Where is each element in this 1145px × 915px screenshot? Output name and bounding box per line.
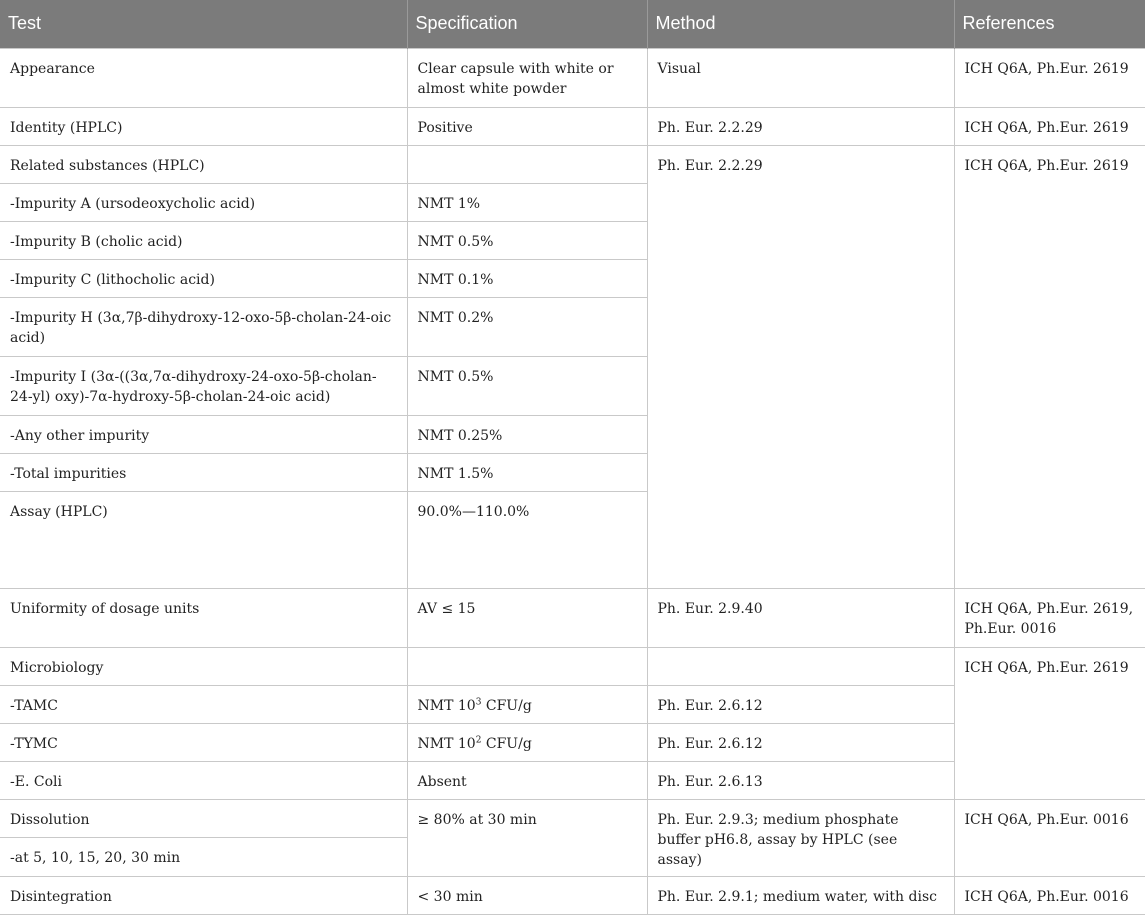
header-specification: Specification xyxy=(407,0,647,48)
method-cell: Ph. Eur. 2.6.13 xyxy=(647,761,954,799)
ref-cell: ICH Q6A, Ph.Eur. 2619 xyxy=(954,48,1145,107)
test-cell: -Total impurities xyxy=(0,453,407,491)
spec-exponent: 2 xyxy=(475,734,482,745)
test-cell: Identity (HPLC) xyxy=(0,107,407,145)
test-cell: -Impurity A (ursodeoxycholic acid) xyxy=(0,183,407,221)
spec-cell: NMT 1.5% xyxy=(407,453,647,491)
method-cell: Visual xyxy=(647,48,954,107)
spec-prefix: NMT 10 xyxy=(417,697,476,714)
method-cell: Ph. Eur. 2.6.12 xyxy=(647,685,954,723)
ref-cell: ICH Q6A, Ph.Eur. 2619 xyxy=(954,647,1145,799)
table-row xyxy=(0,588,1145,647)
ref-cell: ICH Q6A, Ph.Eur. 2619 xyxy=(954,107,1145,145)
test-cell: Dissolution xyxy=(0,799,407,838)
spec-suffix: CFU/g xyxy=(481,697,532,714)
spec-cell xyxy=(407,723,647,761)
header-row xyxy=(0,0,1145,48)
test-cell: -E. Coli xyxy=(0,761,407,799)
method-cell: Ph. Eur. 2.9.1; medium water, with disc xyxy=(647,876,954,914)
header-references: References xyxy=(954,0,1145,48)
method-cell: Ph. Eur. 2.6.12 xyxy=(647,723,954,761)
test-cell: -Any other impurity xyxy=(0,415,407,453)
spec-cell: NMT 1% xyxy=(407,183,647,221)
spec-cell: NMT 0.5% xyxy=(407,221,647,259)
table-row xyxy=(0,145,1145,183)
ref-cell: ICH Q6A, Ph.Eur. 2619, Ph.Eur. 0016 xyxy=(954,588,1145,647)
spec-prefix: NMT 10 xyxy=(417,735,476,752)
method-cell: Ph. Eur. 2.2.29 xyxy=(647,107,954,145)
test-cell: -Impurity C (lithocholic acid) xyxy=(0,259,407,297)
test-cell: Disintegration xyxy=(0,876,407,914)
table-row xyxy=(0,48,1145,107)
ref-cell: ICH Q6A, Ph.Eur. 0016 xyxy=(954,799,1145,876)
header-method: Method xyxy=(647,0,954,48)
test-cell: -TYMC xyxy=(0,723,407,761)
method-cell: Ph. Eur. 2.2.29 xyxy=(647,145,954,588)
test-cell: Appearance xyxy=(0,48,407,107)
spec-cell xyxy=(407,647,647,685)
test-cell: Related substances (HPLC) xyxy=(0,145,407,183)
method-cell xyxy=(647,647,954,685)
ref-cell: ICH Q6A, Ph.Eur. 2619 xyxy=(954,145,1145,588)
spec-cell: < 30 min xyxy=(407,876,647,914)
test-cell: -Impurity I (3α-((3α,7α-dihydroxy-24-oxo-5β-cholan-24-yl) oxy)-7α-hydroxy-5β-cholan-24-oic acid) xyxy=(0,356,407,415)
test-cell: Uniformity of dosage units xyxy=(0,588,407,647)
spec-cell xyxy=(407,685,647,723)
test-cell: -Impurity B (cholic acid) xyxy=(0,221,407,259)
test-cell: Assay (HPLC) xyxy=(0,491,407,588)
spec-cell xyxy=(407,145,647,183)
test-cell: -TAMC xyxy=(0,685,407,723)
ref-cell: ICH Q6A, Ph.Eur. 0016 xyxy=(954,876,1145,914)
spec-cell: NMT 0.1% xyxy=(407,259,647,297)
spec-cell: Positive xyxy=(407,107,647,145)
spec-cell: ≥ 80% at 30 min xyxy=(407,799,647,876)
spec-cell: Clear capsule with white or almost white powder xyxy=(407,48,647,107)
test-cell: Microbiology xyxy=(0,647,407,685)
table-row xyxy=(0,107,1145,145)
spec-cell: NMT 0.25% xyxy=(407,415,647,453)
table-row xyxy=(0,876,1145,914)
test-cell: -at 5, 10, 15, 20, 30 min xyxy=(0,838,407,877)
spec-cell: Absent xyxy=(407,761,647,799)
spec-cell: NMT 0.2% xyxy=(407,297,647,356)
header-test: Test xyxy=(0,0,407,48)
spec-cell: AV ≤ 15 xyxy=(407,588,647,647)
method-cell: Ph. Eur. 2.9.40 xyxy=(647,588,954,647)
spec-cell: 90.0%—110.0% xyxy=(407,491,647,588)
test-cell: -Impurity H (3α,7β-dihydroxy-12-oxo-5β-cholan-24-oic acid) xyxy=(0,297,407,356)
table-row xyxy=(0,647,1145,685)
method-cell: Ph. Eur. 2.9.3; medium phosphate buffer pH6.8, assay by HPLC (see assay) xyxy=(647,799,954,876)
table-row xyxy=(0,799,1145,838)
spec-exponent: 3 xyxy=(475,696,482,707)
spec-cell: NMT 0.5% xyxy=(407,356,647,415)
spec-suffix: CFU/g xyxy=(481,735,532,752)
